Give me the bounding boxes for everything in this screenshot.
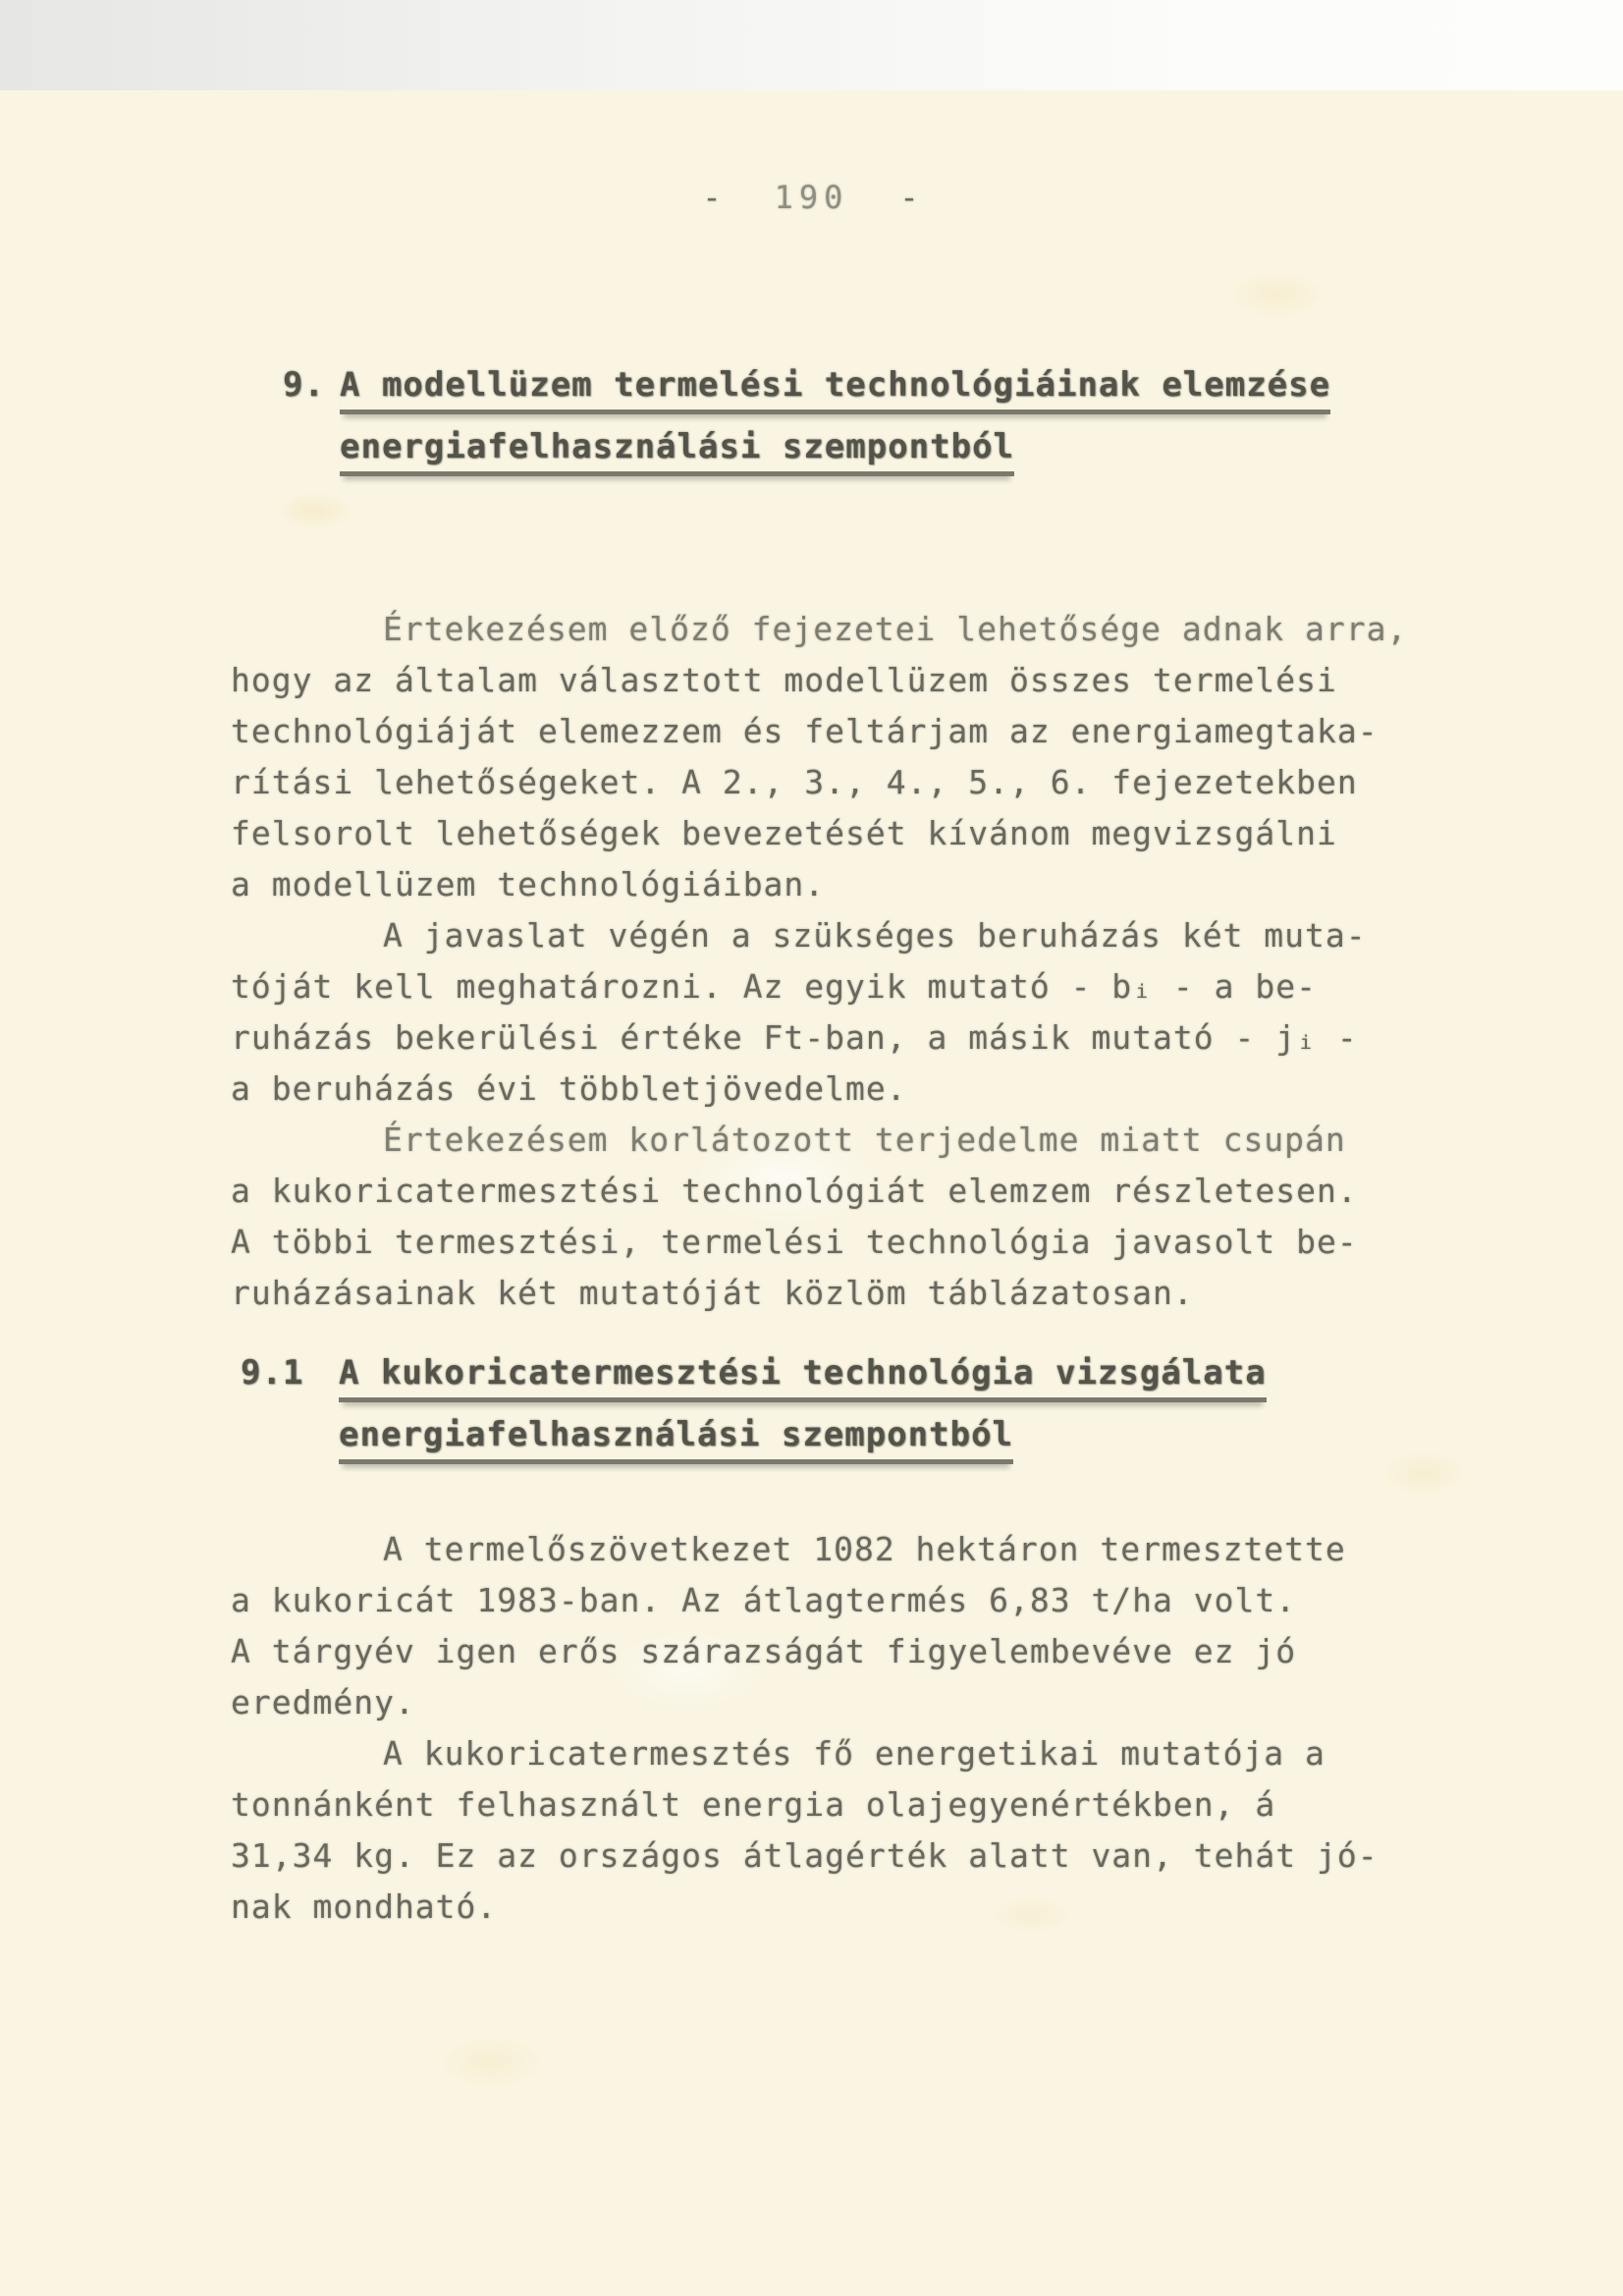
paragraph-5-line: nak mondható. [231,1887,498,1926]
paragraph-1-line: felsorolt lehetőségek bevezetését kívánom megvizsgálni [231,814,1337,852]
section-9-title-line-1: A modellüzem termelési technológiáinak elemzése [340,365,1330,414]
body-text-block-1 [231,604,1429,1319]
paragraph-2-line: A javaslat végén a szükséges beruházás két muta- [383,916,1367,955]
paragraph-1-line: rítási lehetőségeket. A 2., 3., 4., 5., 6. fejezetekben [231,763,1358,801]
paragraph-2-line: ruházás bekerülési értéke Ft-ban, a másik mutató - jᵢ - [231,1018,1358,1057]
paragraph-4-line: A tárgyév igen erős szárazságát figyelembevéve ez jó [231,1632,1297,1670]
paragraph-1-line: Értekezésem előző fejezetei lehetősége adnak arra, [383,610,1408,648]
paragraph-4-line: A termelőszövetkezet 1082 hektáron termesztette [383,1530,1346,1568]
paragraph-2-line: tóját kell meghatározni. Az egyik mutató - bᵢ - a be- [231,967,1317,1006]
paragraph-3-line: a kukoricatermesztési technológiát elemzem részletesen. [231,1172,1358,1210]
section-9-title [340,365,1330,489]
paragraph-5-line: A kukoricatermesztés fő energetikai mutatója a [383,1734,1325,1773]
section-9-1-number: 9.1 [241,1353,304,1393]
paragraph-3-line: Értekezésem korlátozott terjedelme miatt csupán [383,1121,1346,1159]
section-9-1-title [339,1353,1267,1477]
paragraph-4-line: a kukoricát 1983-ban. Az átlagtermés 6,83 t/ha volt. [231,1581,1297,1619]
page-number: 190 [774,179,849,216]
section-9-title-line-2: energiafelhasználási szempontból [340,427,1014,476]
paragraph-1-line: hogy az általam választott modellüzem összes termelési [231,661,1337,699]
page-number-line [0,179,1623,216]
paragraph-3-line: A többi termesztési, termelési technológia javasolt be- [231,1223,1358,1261]
paragraph-2-line: a beruházás évi többletjövedelme. [231,1069,907,1108]
paragraph-1-line: a modellüzem technológiáiban. [231,865,826,903]
paragraph-5-line: tonnánként felhasznált energia olajegyenértékben, á [231,1785,1276,1824]
paragraph-5-line: 31,34 kg. Ez az országos átlagérték alatt van, tehát jó- [231,1836,1379,1875]
body-text-block-2 [231,1524,1429,1933]
section-9-1-title-line-2: energiafelhasználási szempontból [339,1415,1013,1464]
section-9-1-heading [241,1353,1267,1477]
section-9-1-title-line-1: A kukoricatermesztési technológia vizsgálata [339,1353,1267,1402]
page-number-dash-right: - [899,179,921,216]
paragraph-3-line: ruházásainak két mutatóját közlöm táblázatosan. [231,1274,1194,1312]
page-number-dash-left: - [702,179,724,216]
section-9-number: 9. [283,365,325,405]
section-9-heading [283,365,1330,489]
paragraph-1-line: technológiáját elemezzem és feltárjam az energiamegtaka- [231,712,1379,750]
paragraph-4-line: eredmény. [231,1683,415,1722]
